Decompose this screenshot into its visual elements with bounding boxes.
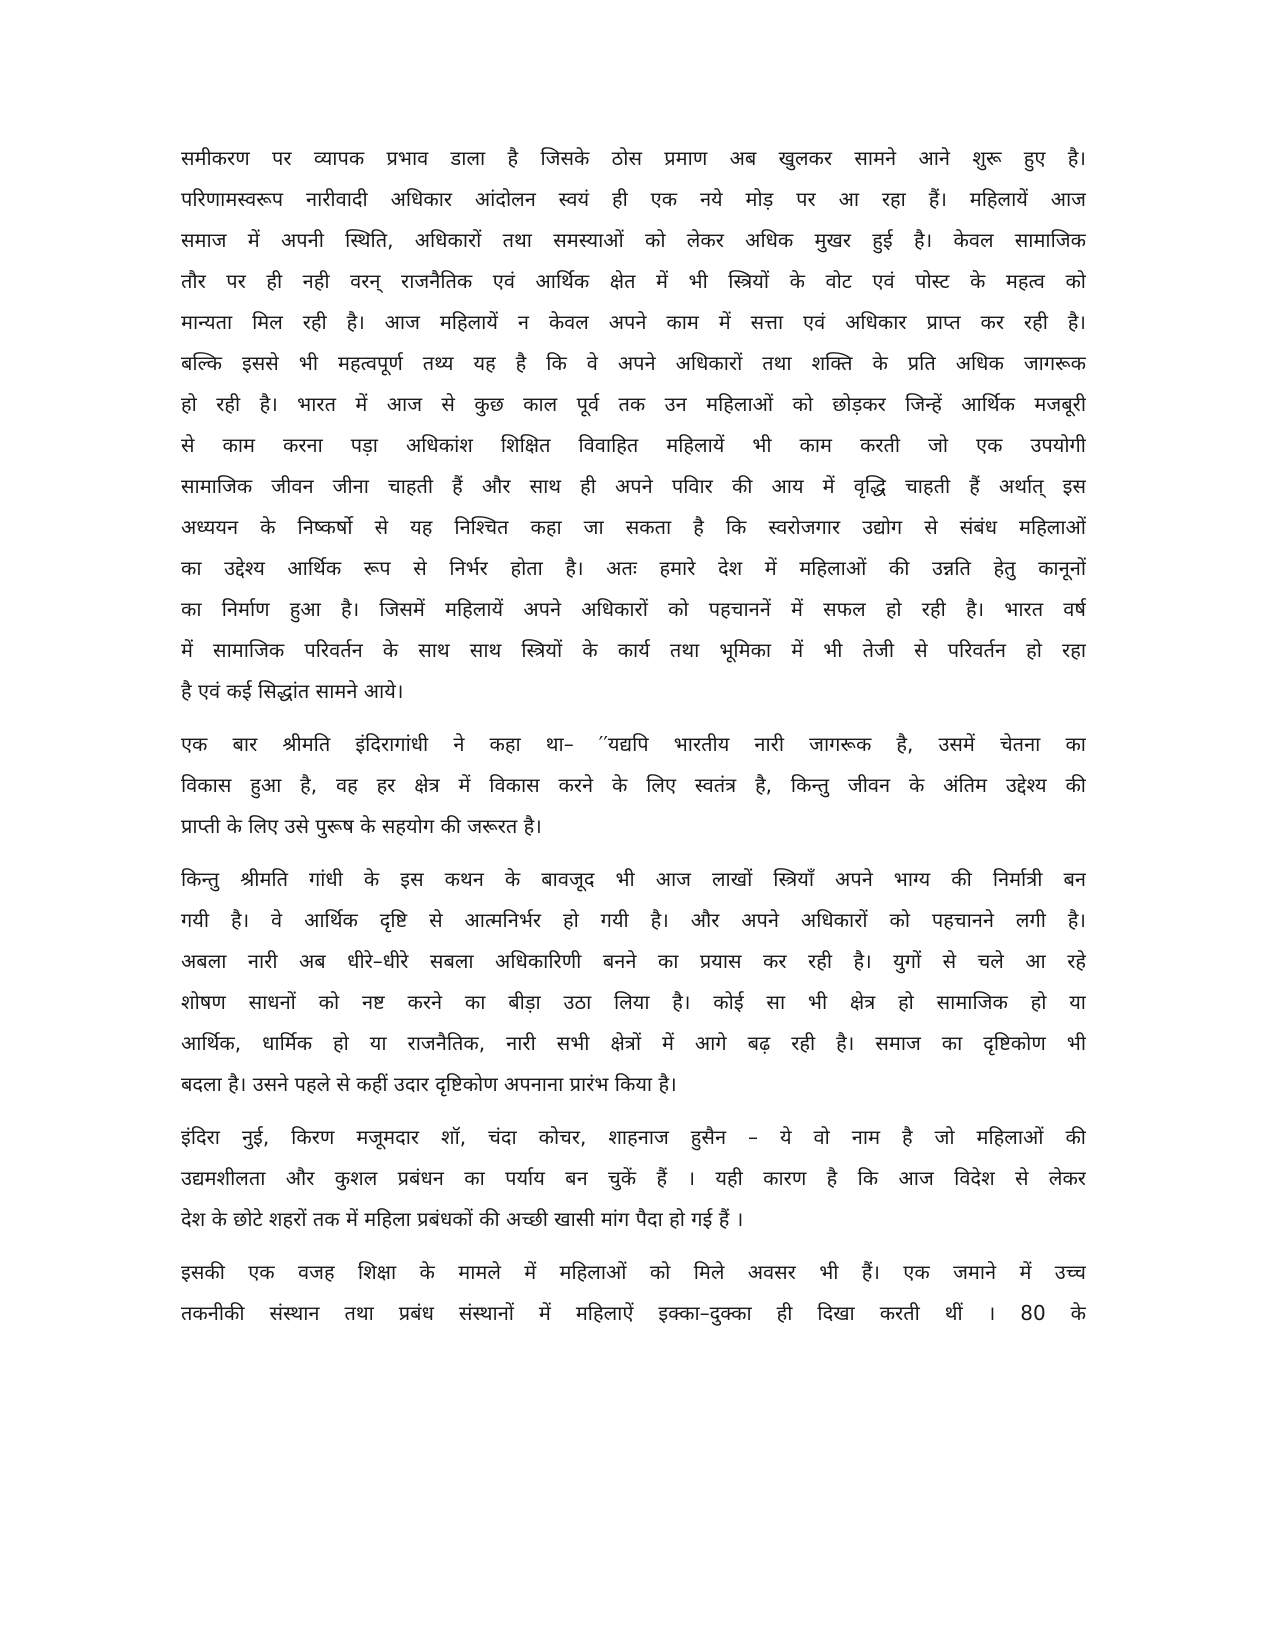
text-line: तकनीकी संस्थान तथा प्रबंध संस्थानों में महिलाऐं इक्का–दुक्का ही दिखा करती थीं । 80 के — [181, 1301, 1086, 1325]
text-line: मान्यता मिल रही है। आज महिलायें न केवल अपने काम में सत्ता एवं अधिकार प्राप्त कर रही है। — [181, 310, 1086, 334]
text-line: का निर्माण हुआ है। जिसमें महिलायें अपने अधिकारों को पहचाननें में सफल हो रही है। भारत वर्ष — [181, 597, 1086, 621]
text-line: इसकी एक वजह शिक्षा के मामले में महिलाओं को मिले अवसर भी हैं। एक जमाने में उच्च — [181, 1260, 1086, 1284]
text-line: आर्थिक, धार्मिक हो या राजनैतिक, नारी सभी क्षेत्रों में आगे बढ़ रही है। समाज का दृष्टिकोण भी — [181, 1031, 1086, 1055]
text-line: एक बार श्रीमति इंदिरागांधी ने कहा था– ′′यद्यपि भारतीय नारी जागरूक है, उसमें चेतना का — [181, 732, 1086, 756]
text-line: तौर पर ही नही वरन् राजनैतिक एवं आर्थिक क्षेत में भी स्त्रियों के वोट एवं पोस्ट के महत्व को — [181, 269, 1086, 293]
text-line: उद्यमशीलता और कुशल प्रबंधन का पर्याय बन चुकें हैं । यही कारण है कि आज विदेश से लेकर — [181, 1166, 1086, 1190]
text-line: विकास हुआ है, वह हर क्षेत्र में विकास करने के लिए स्वतंत्र है, किन्तु जीवन के अंतिम उद्देश्य की — [181, 773, 1086, 797]
text-line: बदला है। उसने पहले से कहीं उदार दृष्टिकोण अपनाना प्रारंभ किया है। — [181, 1072, 677, 1096]
text-line: का उद्देश्य आर्थिक रूप से निर्भर होता है। अतः हमारे देश में महिलाओं की उन्नति हेतु कानूनों — [181, 556, 1086, 580]
text-line: किन्तु श्रीमति गांधी के इस कथन के बावजूद भी आज लाखों स्त्रियाँ अपने भाग्य की निर्मात्री बन — [181, 867, 1086, 891]
text-line: सामाजिक जीवन जीना चाहती हैं और साथ ही अपने पविार की आय में वृद्धि चाहती हैं अर्थात् इस — [181, 474, 1086, 498]
text-line: से काम करना पड़ा अधिकांश शिक्षित विवाहित महिलायें भी काम करती जो एक उपयोगी — [181, 433, 1086, 457]
text-line: गयी है। वे आर्थिक दृष्टि से आत्मनिर्भर हो गयी है। और अपने अधिकारों को पहचानने लगी है। — [181, 908, 1086, 932]
paragraph-1 — [181, 138, 1086, 712]
text-line: बल्कि इससे भी महत्वपूर्ण तथ्य यह है कि वे अपने अधिकारों तथा शक्ति के प्रति अधिक जागरूक — [181, 351, 1086, 375]
text-line: परिणामस्वरूप नारीवादी अधिकार आंदोलन स्वयं ही एक नये मोड़ पर आ रहा हैं। महिलायें आज — [181, 187, 1086, 211]
paragraph-5 — [181, 1252, 1086, 1334]
text-line: में सामाजिक परिवर्तन के साथ साथ स्त्रियों के कार्य तथा भूमिका में भी तेजी से परिवर्तन हो रहा — [181, 638, 1086, 662]
text-line: प्राप्ती के लिए उसे पुरूष के सहयोग की जरूरत है। — [181, 814, 542, 838]
text-line: हो रही है। भारत में आज से कुछ काल पूर्व तक उन महिलाओं को छोड़कर जिन्हें आर्थिक मजबूरी — [181, 392, 1086, 416]
text-line: समाज में अपनी स्थिति, अधिकारों तथा समस्याओं को लेकर अधिक मुखर हुई है। केवल सामाजिक — [181, 228, 1086, 252]
text-line: शोषण साधनों को नष्ट करने का बीड़ा उठा लिया है। कोई सा भी क्षेत्र हो सामाजिक हो या — [181, 990, 1086, 1014]
text-line: अबला नारी अब धीरे–धीरे सबला अधिकारिणी बनने का प्रयास कर रही है। युगों से चले आ रहे — [181, 949, 1086, 973]
paragraph-4 — [181, 1117, 1086, 1240]
text-line: अध्ययन के निष्कर्षो से यह निश्चित कहा जा सकता है कि स्वरोजगार उद्योग से संबंध महिलाओं — [181, 515, 1086, 539]
text-line: समीकरण पर व्यापक प्रभाव डाला है जिसके ठोस प्रमाण अब खुलकर सामने आने शुरू हुए है। — [181, 146, 1086, 170]
text-line: इंदिरा नुई, किरण मजूमदार शॉ, चंदा कोचर, शाहनाज हुसैन – ये वो नाम है जो महिलाओं की — [181, 1125, 1086, 1149]
text-line: देश के छोटे शहरों तक में महिला प्रबंधकों की अच्छी खासी मांग पैदा हो गई हैं । — [181, 1207, 744, 1231]
paragraph-2 — [181, 724, 1086, 847]
body-text — [181, 138, 1086, 1346]
paragraph-3 — [181, 859, 1086, 1105]
text-line: है एवं कई सिद्धांत सामने आये। — [181, 679, 404, 703]
